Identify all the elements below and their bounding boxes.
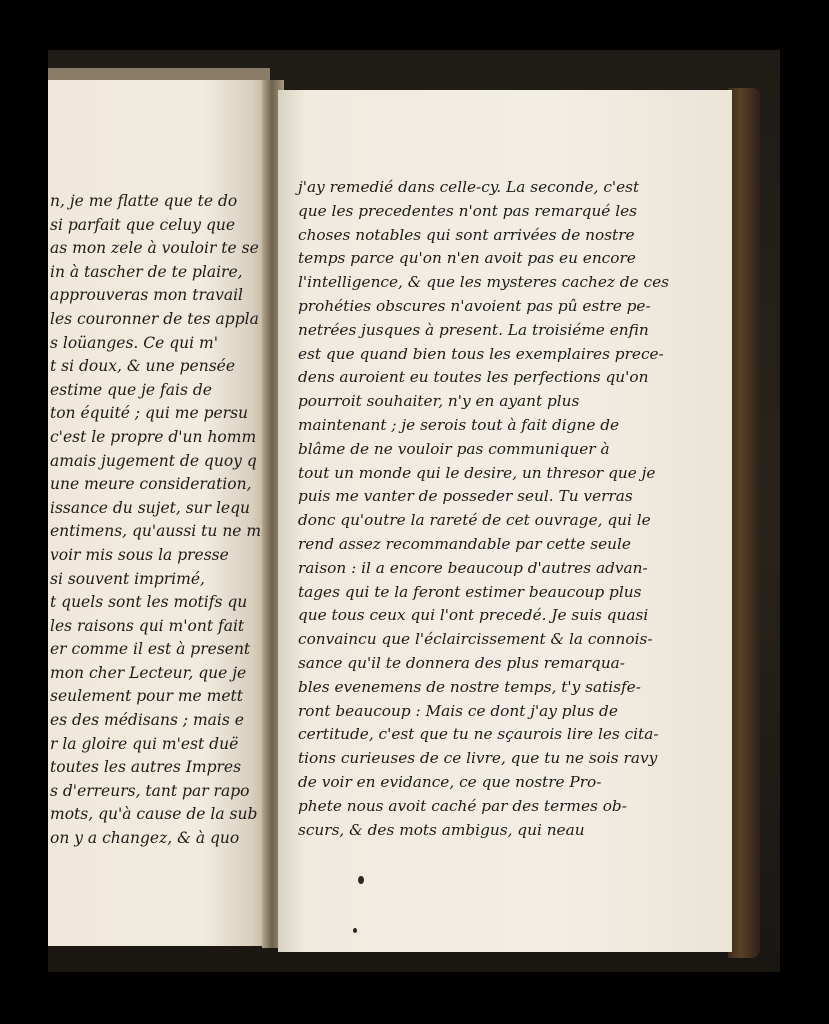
text-line: choses notables qui sont arrivées de nostre — [298, 225, 635, 244]
text-line: temps parce qu'on n'en avoit pas eu encore — [298, 249, 636, 268]
text-line: puis me vanter de posseder seul. Tu verras — [298, 487, 633, 506]
text-line: que tous ceux qui l'ont precedé. Je suis quasi — [298, 606, 649, 625]
text-line: j'ay remedié dans celle-cy. La seconde, c'est — [298, 178, 640, 196]
text-line: tions curieuses de ce livre, que tu ne sois ravy — [298, 749, 658, 768]
text-line: ront beaucoup : Mais ce dont j'ay plus de — [298, 701, 618, 720]
text-line: bles evenemens de nostre temps, t'y satisfe- — [298, 677, 641, 696]
text-line: l'intelligence, & que les mysteres cachez de ces — [298, 273, 669, 292]
text-line: t si doux, & une pensée — [50, 357, 235, 376]
text-line: dens auroient eu toutes les perfections qu'on — [298, 368, 649, 387]
text-line: on y a changez, & à quo — [50, 829, 240, 848]
text-line: entimens, qu'aussi tu ne m — [50, 522, 262, 541]
text-line: ton équité ; qui me persu — [50, 404, 249, 423]
text-line: donc qu'outre la rareté de cet ouvrage, qui le — [298, 511, 651, 530]
text-line: que les precedentes n'ont pas remarqué les — [298, 201, 638, 220]
text-line: issance du sujet, sur lequ — [50, 498, 251, 517]
text-line: er comme il est à present — [50, 640, 251, 659]
text-line: les raisons qui m'ont fait — [50, 616, 245, 635]
text-line: maintenant ; je serois tout à fait digne de — [298, 415, 620, 434]
text-line: voir mis sous la presse — [50, 545, 229, 564]
text-line: es des médisans ; mais e — [50, 711, 244, 730]
text-line: certitude, c'est que tu ne sçaurois lire les cita- — [298, 725, 659, 744]
text-line: seulement pour me mett — [50, 687, 243, 706]
text-line: s loüanges. Ce qui m' — [50, 333, 218, 352]
text-line: mon cher Lecteur, que je — [50, 663, 247, 682]
text-line: s d'erreurs, tant par rapo — [50, 781, 250, 800]
text-line: sance qu'il te donnera des plus remarqua- — [298, 653, 625, 672]
text-line: si parfait que celuy que — [50, 215, 236, 234]
right-page — [278, 90, 732, 952]
text-line: in à tascher de te plaire, — [50, 262, 243, 281]
text-line: approuveras mon travail — [50, 286, 244, 305]
book-cover-edge — [728, 88, 760, 958]
text-line: blâme de ne vouloir pas communiquer à — [298, 439, 610, 458]
text-line: estime que je fais de — [50, 380, 212, 399]
book-photo — [48, 50, 780, 972]
text-line: pourroit souhaiter, n'y en ayant plus — [298, 392, 580, 411]
text-line: si souvent imprimé, — [50, 569, 205, 588]
text-line: r la gloire qui m'est duë — [50, 734, 239, 753]
text-line: de voir en evidance, ce que nostre Pro- — [298, 772, 602, 791]
text-line: prohéties obscures n'avoient pas pû estre pe- — [298, 296, 651, 315]
text-line: est que quand bien tous les exemplaires prece- — [298, 344, 664, 363]
text-line: as mon zele à vouloir te se — [50, 239, 259, 258]
text-line: tages qui te la feront estimer beaucoup plus — [298, 582, 642, 601]
text-line: tout un monde qui le desire, un thresor que je — [298, 463, 656, 482]
text-line: mots, qu'à cause de la sub — [50, 805, 258, 824]
text-line: c'est le propre d'un homm — [50, 427, 257, 446]
text-line: toutes les autres Impres — [50, 758, 242, 777]
text-line: les couronner de tes appla — [50, 309, 259, 328]
text-line: scurs, & des mots ambigus, qui neau — [298, 820, 585, 839]
right-page-text — [298, 176, 728, 842]
text-line: n, je me flatte que te do — [50, 192, 238, 210]
text-line: raison : il a encore beaucoup d'autres advan- — [298, 558, 648, 577]
text-line: convaincu que l'éclaircissement & la connois- — [298, 630, 653, 649]
text-line: netrées jusques à present. La troisiéme enfin — [298, 320, 649, 339]
text-line: rend assez recommandable par cette seule — [298, 534, 631, 553]
ink-spot — [358, 876, 364, 884]
text-line: phete nous avoit caché par des termes ob- — [298, 796, 627, 815]
text-line: une meure consideration, — [50, 475, 252, 494]
left-page — [48, 68, 270, 946]
left-page-text — [50, 190, 270, 851]
text-line: amais jugement de quoy q — [50, 451, 257, 470]
ink-spot — [353, 928, 357, 933]
text-line: t quels sont les motifs qu — [50, 593, 248, 612]
